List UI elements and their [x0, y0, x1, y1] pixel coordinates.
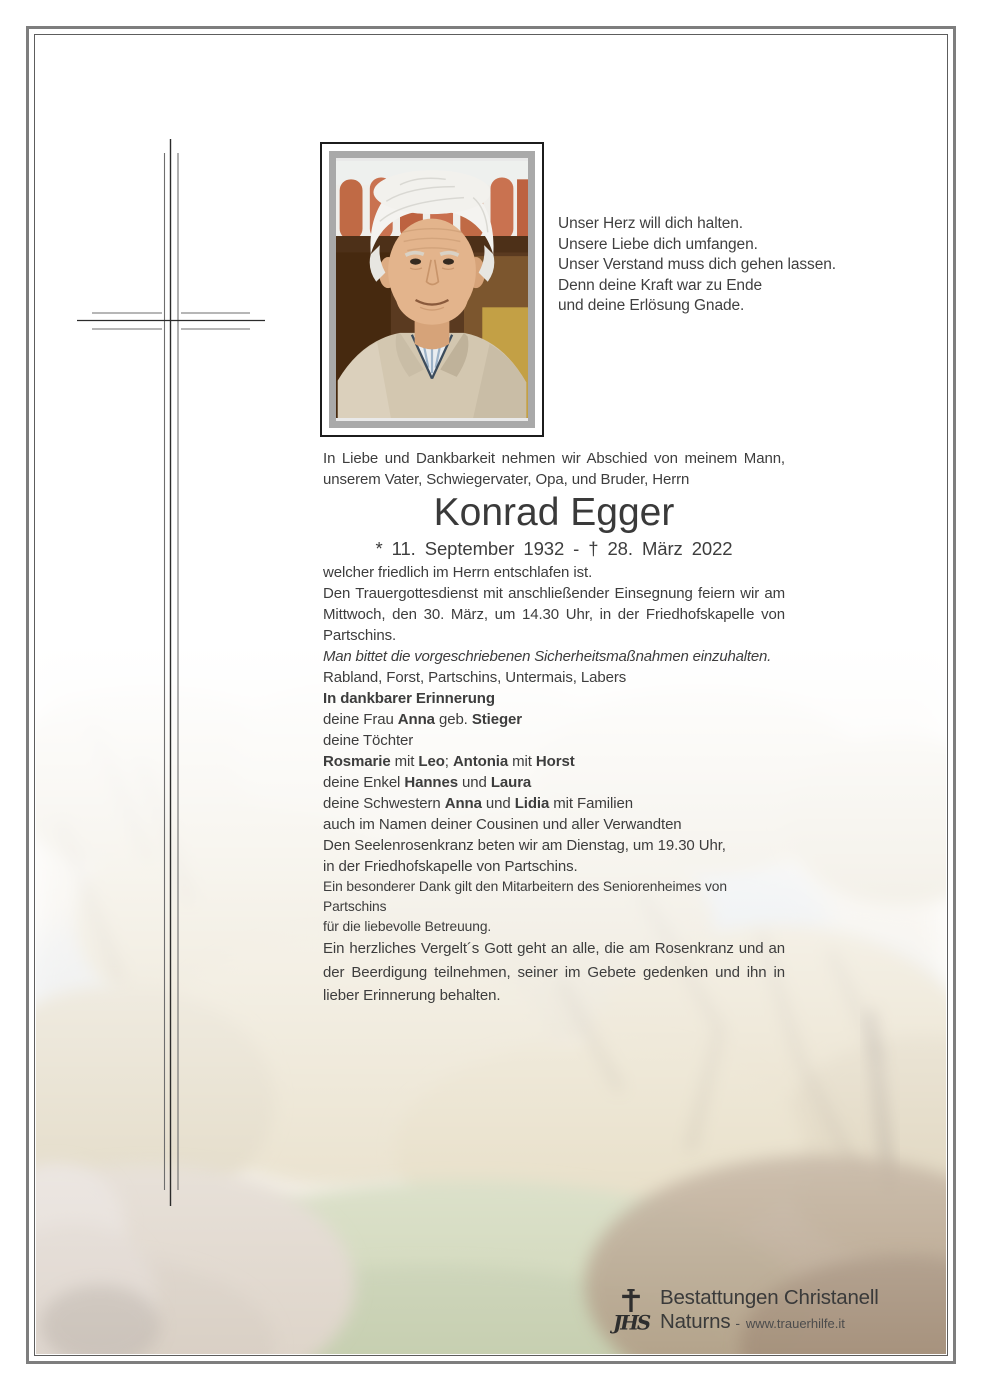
thanks-all-paragraph: Ein herzliches Vergelt´s Gott geht an alle, die am Rosenkranz und an der Beerdigung teilnehmen, seiner im Gebete gedenken und ihn in lieber Erinnerung behalten. — [323, 940, 785, 1004]
funeral-home-footer — [610, 1286, 879, 1338]
safety-note: Man bittet die vorgeschriebenen Sicherheitsmaßnahmen einzuhalten. — [323, 648, 772, 665]
rosary-line: in der Friedhofskapelle von Partschins. — [323, 858, 578, 875]
wife-line: deine Frau Anna geb. Stieger — [323, 711, 522, 728]
obituary-text-column — [323, 448, 785, 1008]
poem-line: Unser Herz will dich halten. — [558, 215, 743, 232]
daughters-line: Rosmarie mit Leo; Antonia mit Horst — [323, 753, 575, 770]
daughters-label: deine Töchter — [323, 732, 414, 749]
svg-text:JHS: JHS — [612, 1310, 650, 1335]
places-line: Rabland, Forst, Partschins, Untermais, Labers — [323, 669, 627, 686]
cousins-line: auch im Namen deiner Cousinen und aller Verwandten — [323, 816, 682, 833]
intro-paragraph: In Liebe und Dankbarkeit nehmen wir Abschied von meinem Mann, unserem Vater, Schwiegervater, Opa, und Bruder, Herrn — [323, 450, 785, 488]
portrait-photo — [336, 158, 528, 421]
poem-line: Denn deine Kraft war zu Ende — [558, 276, 762, 294]
funeral-home-text — [660, 1286, 879, 1336]
deceased-name: Konrad Egger — [433, 491, 675, 534]
funeral-service-paragraph: Den Trauergottesdienst mit anschließender Einsegnung feiern wir am Mittwoch, den 30. März, um 14.30 Uhr, in der Friedhofskapelle von Partschins. — [323, 585, 785, 644]
portrait-photo-mat — [329, 151, 535, 428]
birth-death-dates: * 11. September 1932 - † 28. März 2022 — [375, 538, 733, 559]
poem-line: Unser Verstand muss dich gehen lassen. — [558, 256, 836, 273]
poem-line: und deine Erlösung Gnade. — [558, 297, 745, 314]
passed-away-line: welcher friedlich im Herrn entschlafen ist. — [323, 564, 593, 581]
rosary-line: Den Seelenrosenkranz beten wir am Dienstag, um 19.30 Uhr, — [323, 837, 726, 854]
portrait-photo-frame — [320, 142, 544, 437]
poem — [558, 214, 836, 317]
ihs-monogram-icon — [610, 1288, 652, 1338]
funeral-home-name: Bestattungen Christanell — [660, 1286, 879, 1309]
thanks-nursing-home-line: für die liebevolle Betreuung. — [323, 919, 492, 934]
poem-line: Unsere Liebe dich umfangen. — [558, 235, 758, 253]
sisters-line: deine Schwestern Anna und Lidia mit Familien — [323, 795, 633, 812]
funeral-home-location: Naturns — [660, 1310, 731, 1333]
grandchildren-line: deine Enkel Hannes und Laura — [323, 774, 532, 791]
footer-separator: - — [735, 1315, 740, 1331]
thanks-nursing-home-line: Ein besonderer Dank gilt den Mitarbeitern des Seniorenheimes von Partschins — [323, 879, 727, 914]
funeral-home-website: www.trauerhilfe.it — [745, 1316, 845, 1331]
remembrance-heading: In dankbarer Erinnerung — [323, 690, 495, 707]
